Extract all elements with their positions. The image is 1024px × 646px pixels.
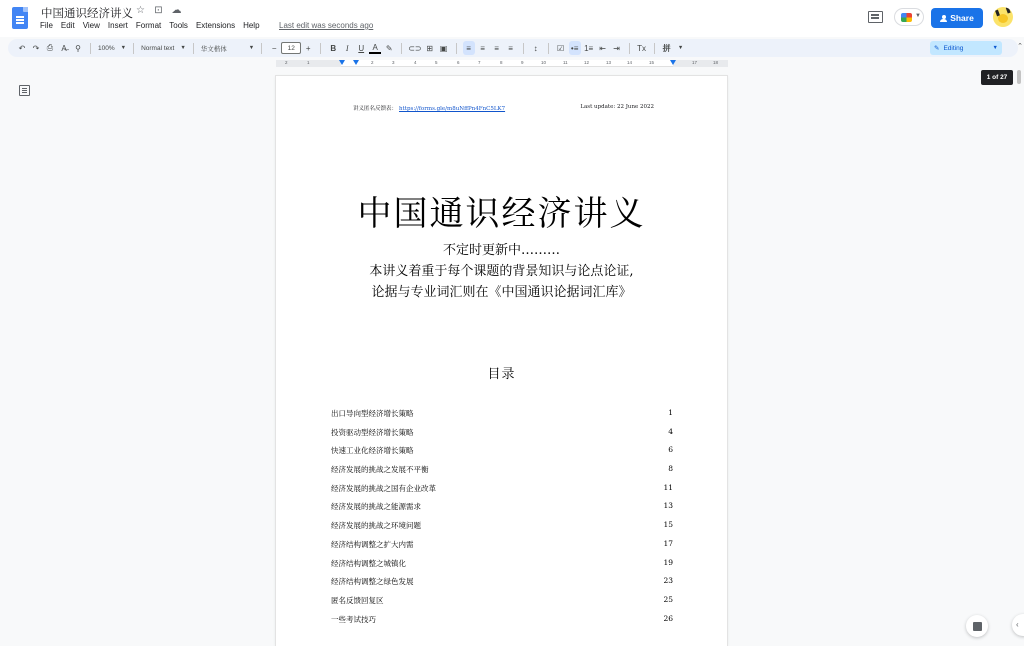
italic-icon[interactable]: I [345,43,349,53]
bold-icon[interactable]: B [330,43,337,53]
ruler-number: 2 [371,60,374,65]
bulleted-list-icon[interactable]: •≡ [569,41,581,55]
toolbar-divider [193,43,194,54]
toc-entry-page: 25 [663,594,673,604]
toc-entry-title[interactable]: 投资驱动型经济增长策略 [331,427,414,437]
toc-entry[interactable] [331,576,673,595]
ruler-number: 1 [307,60,310,65]
toolbar-divider [261,43,262,54]
ruler-number: 11 [563,60,568,65]
toc-entry-page: 23 [663,576,673,586]
font-select[interactable] [199,44,256,53]
menu-insert[interactable]: Insert [107,21,128,30]
increase-indent-icon[interactable]: ⇥ [613,43,620,53]
ruler-number: 12 [584,60,590,65]
add-comment-icon[interactable]: ⊞ [426,43,433,53]
ruler-number: 10 [541,60,547,65]
chevron-down-icon: ▼ [180,45,186,51]
menu-view[interactable]: View [82,21,100,30]
insert-link-icon[interactable]: ⊂⊃ [408,43,422,53]
increase-font-size-icon[interactable]: + [305,43,311,53]
person-icon [940,15,947,22]
share-label: Share [950,13,974,23]
chevron-down-icon: ▼ [120,45,127,51]
toc-entry[interactable] [331,483,673,502]
toolbar-divider [90,43,91,54]
toc-entry[interactable] [331,595,673,614]
toc-entry[interactable] [331,539,673,558]
align-left-icon[interactable]: ≡ [463,41,475,55]
app-header [0,0,1024,37]
menu-extensions[interactable]: Extensions [195,21,236,30]
decrease-indent-icon[interactable]: ⇤ [599,43,606,53]
last-update-text: Last update: 22 June 2022 [580,104,654,110]
meet-icon [901,13,912,22]
title-actions [134,4,183,17]
share-button[interactable] [931,8,983,28]
menu-tools[interactable]: Tools [169,21,188,30]
toc-entry[interactable] [331,445,673,464]
toc-entry[interactable] [331,614,673,633]
toc-entry[interactable] [331,427,673,446]
align-center-icon[interactable]: ≡ [480,43,485,53]
toc-entry-title[interactable]: 出口导向型经济增长策略 [331,409,414,418]
toc-entry-title[interactable]: 一些考试技巧 [331,614,376,624]
style-select[interactable] [139,45,188,52]
toolbar [8,39,1023,57]
menu-help[interactable]: Help [243,21,260,30]
toc-entry-page: 15 [663,520,673,530]
insert-image-icon[interactable]: ▣ [439,43,448,53]
toc-entry-page: 13 [663,501,673,511]
print-icon[interactable]: ⎙ [46,43,54,52]
toc-entry-title[interactable]: 匿名反馈回复区 [331,595,384,605]
toolbar-divider [654,43,655,54]
toc-entry-page: 26 [663,613,673,623]
page-header [353,104,653,112]
toc-entry[interactable] [331,408,673,427]
text-color-icon[interactable]: A [369,42,381,54]
last-edit-link[interactable]: Last edit was seconds ago [279,21,374,30]
toolbar-divider [133,43,134,54]
star-icon[interactable]: ☆ [136,5,145,16]
toc-heading: 目录 [487,367,516,382]
account-avatar[interactable] [993,7,1013,27]
ruler-number: 5 [435,60,438,65]
toc-entry-page: 6 [668,445,673,455]
undo-icon[interactable]: ↶ [18,43,26,53]
toolbar-divider [523,43,524,54]
explore-icon[interactable] [966,615,988,637]
toc-entry-page: 1 [668,408,673,417]
chevron-down-icon[interactable]: ▼ [677,45,684,51]
ruler-number: 9 [521,60,524,65]
align-justify-icon[interactable]: ≡ [508,43,513,53]
menu-edit[interactable]: Edit [60,21,75,30]
toolbar-divider [548,43,549,54]
vertical-scrollbar[interactable] [1017,70,1021,84]
toc-entry-page: 11 [663,482,673,492]
clear-formatting-icon[interactable]: Tx [637,43,647,53]
docs-logo-icon[interactable] [12,7,28,29]
paint-format-icon[interactable]: ⚲ [75,43,81,53]
menu-bar [40,21,268,30]
toc-entry-title[interactable]: 经济发展的挑战之国有企业改革 [331,483,436,493]
feedback-label: 讲义匿名反馈表： [353,106,398,112]
feedback-link[interactable]: https://forms.gle/m8uNffPn4FnC5LK7 [399,106,506,112]
table-of-contents [331,408,673,632]
menu-format[interactable]: Format [135,21,162,30]
ruler-number: 3 [392,60,395,65]
toc-entry-title[interactable]: 经济结构调整之城镇化 [331,558,406,568]
subtitle-line-3: 论据与专业词汇则在《中国通识论据词汇库》 [371,285,632,300]
meet-button[interactable] [894,8,924,26]
toc-entry-title[interactable]: 经济发展的挑战之能源需求 [331,502,421,512]
align-right-icon[interactable]: ≡ [494,43,499,53]
font-size-input[interactable]: 12 [281,42,301,54]
page-count-badge: 1 of 27 [981,70,1013,85]
comment-history-icon[interactable] [868,11,883,23]
font-value: 华文楷体 [200,45,227,53]
toc-entry-page: 8 [668,464,673,474]
ruler-number: 14 [627,60,633,65]
underline-icon[interactable]: U [358,43,365,53]
toolbar-divider [401,43,402,54]
horizontal-ruler[interactable] [276,60,728,67]
toc-entry[interactable] [331,501,673,520]
ruler-number: 18 [713,60,719,65]
toc-entry-title[interactable]: 经济结构调整之绿色发展 [331,577,414,587]
ruler-number: 17 [692,60,698,65]
move-folder-icon[interactable]: ⊡ [154,5,163,16]
document-title[interactable]: 中国通识经济讲义 [41,8,133,20]
highlight-color-icon[interactable]: ✎ [385,43,393,53]
toc-entry[interactable] [331,464,673,483]
decrease-font-size-icon[interactable]: − [271,43,277,53]
toc-entry-title[interactable]: 经济发展的挑战之发展不平衡 [331,465,429,475]
chevron-up-icon[interactable]: ⌃ [1017,43,1023,50]
chevron-down-icon: ▼ [915,13,921,19]
zoom-select[interactable] [96,45,128,52]
cloud-status-icon[interactable]: ☁ [171,5,182,16]
editing-mode-select[interactable] [930,41,1002,55]
subtitle-line-2: 本讲义着重于每个课题的背景知识与论点论证, [369,264,634,279]
toc-entry-title[interactable]: 经济结构调整之扩大内需 [331,539,414,549]
toolbar-divider [456,43,457,54]
document-outline-icon[interactable] [19,85,30,96]
toolbar-divider [320,43,321,54]
checklist-icon[interactable]: ☑ [557,43,565,53]
toc-entry-page: 17 [663,538,673,548]
ruler-number: 7 [478,60,481,65]
menu-file[interactable]: File [40,21,53,30]
ruler-number: 15 [649,60,655,65]
toc-entry-title[interactable]: 快速工业化经济增长策略 [331,446,414,456]
side-panel-toggle[interactable]: ‹ [1012,614,1024,636]
document-heading: 中国通识经济讲义 [357,194,646,234]
numbered-list-icon[interactable]: 1≡ [584,43,594,53]
ruler-number: 6 [457,60,460,65]
toc-entry-page: 4 [668,426,673,436]
chevron-down-icon: ▼ [992,45,998,51]
ruler-number: 4 [414,60,417,65]
ruler-number: 13 [606,60,612,65]
toc-entry[interactable] [331,558,673,577]
zoom-value: 100% [98,44,115,52]
subtitle-line-1: 不定时更新中……… [442,243,560,258]
ruler-number: 2 [285,60,288,65]
redo-icon[interactable]: ↷ [32,43,40,53]
input-tools-button[interactable]: 拼 [662,43,671,53]
toolbar-divider [629,43,630,54]
toc-entry-title[interactable]: 经济发展的挑战之环境问题 [331,521,421,531]
spellcheck-icon[interactable]: A̶ [61,43,67,53]
toc-entry-page: 19 [663,557,673,567]
ruler-number: 8 [500,60,503,65]
pencil-icon: ✎ [934,45,940,52]
style-value: Normal text [141,44,175,52]
chevron-down-icon: ▼ [248,45,255,51]
line-spacing-icon[interactable]: ↕ [533,43,538,53]
document-page[interactable] [276,76,727,646]
editing-mode-label: Editing [943,44,964,52]
toc-entry[interactable] [331,520,673,539]
